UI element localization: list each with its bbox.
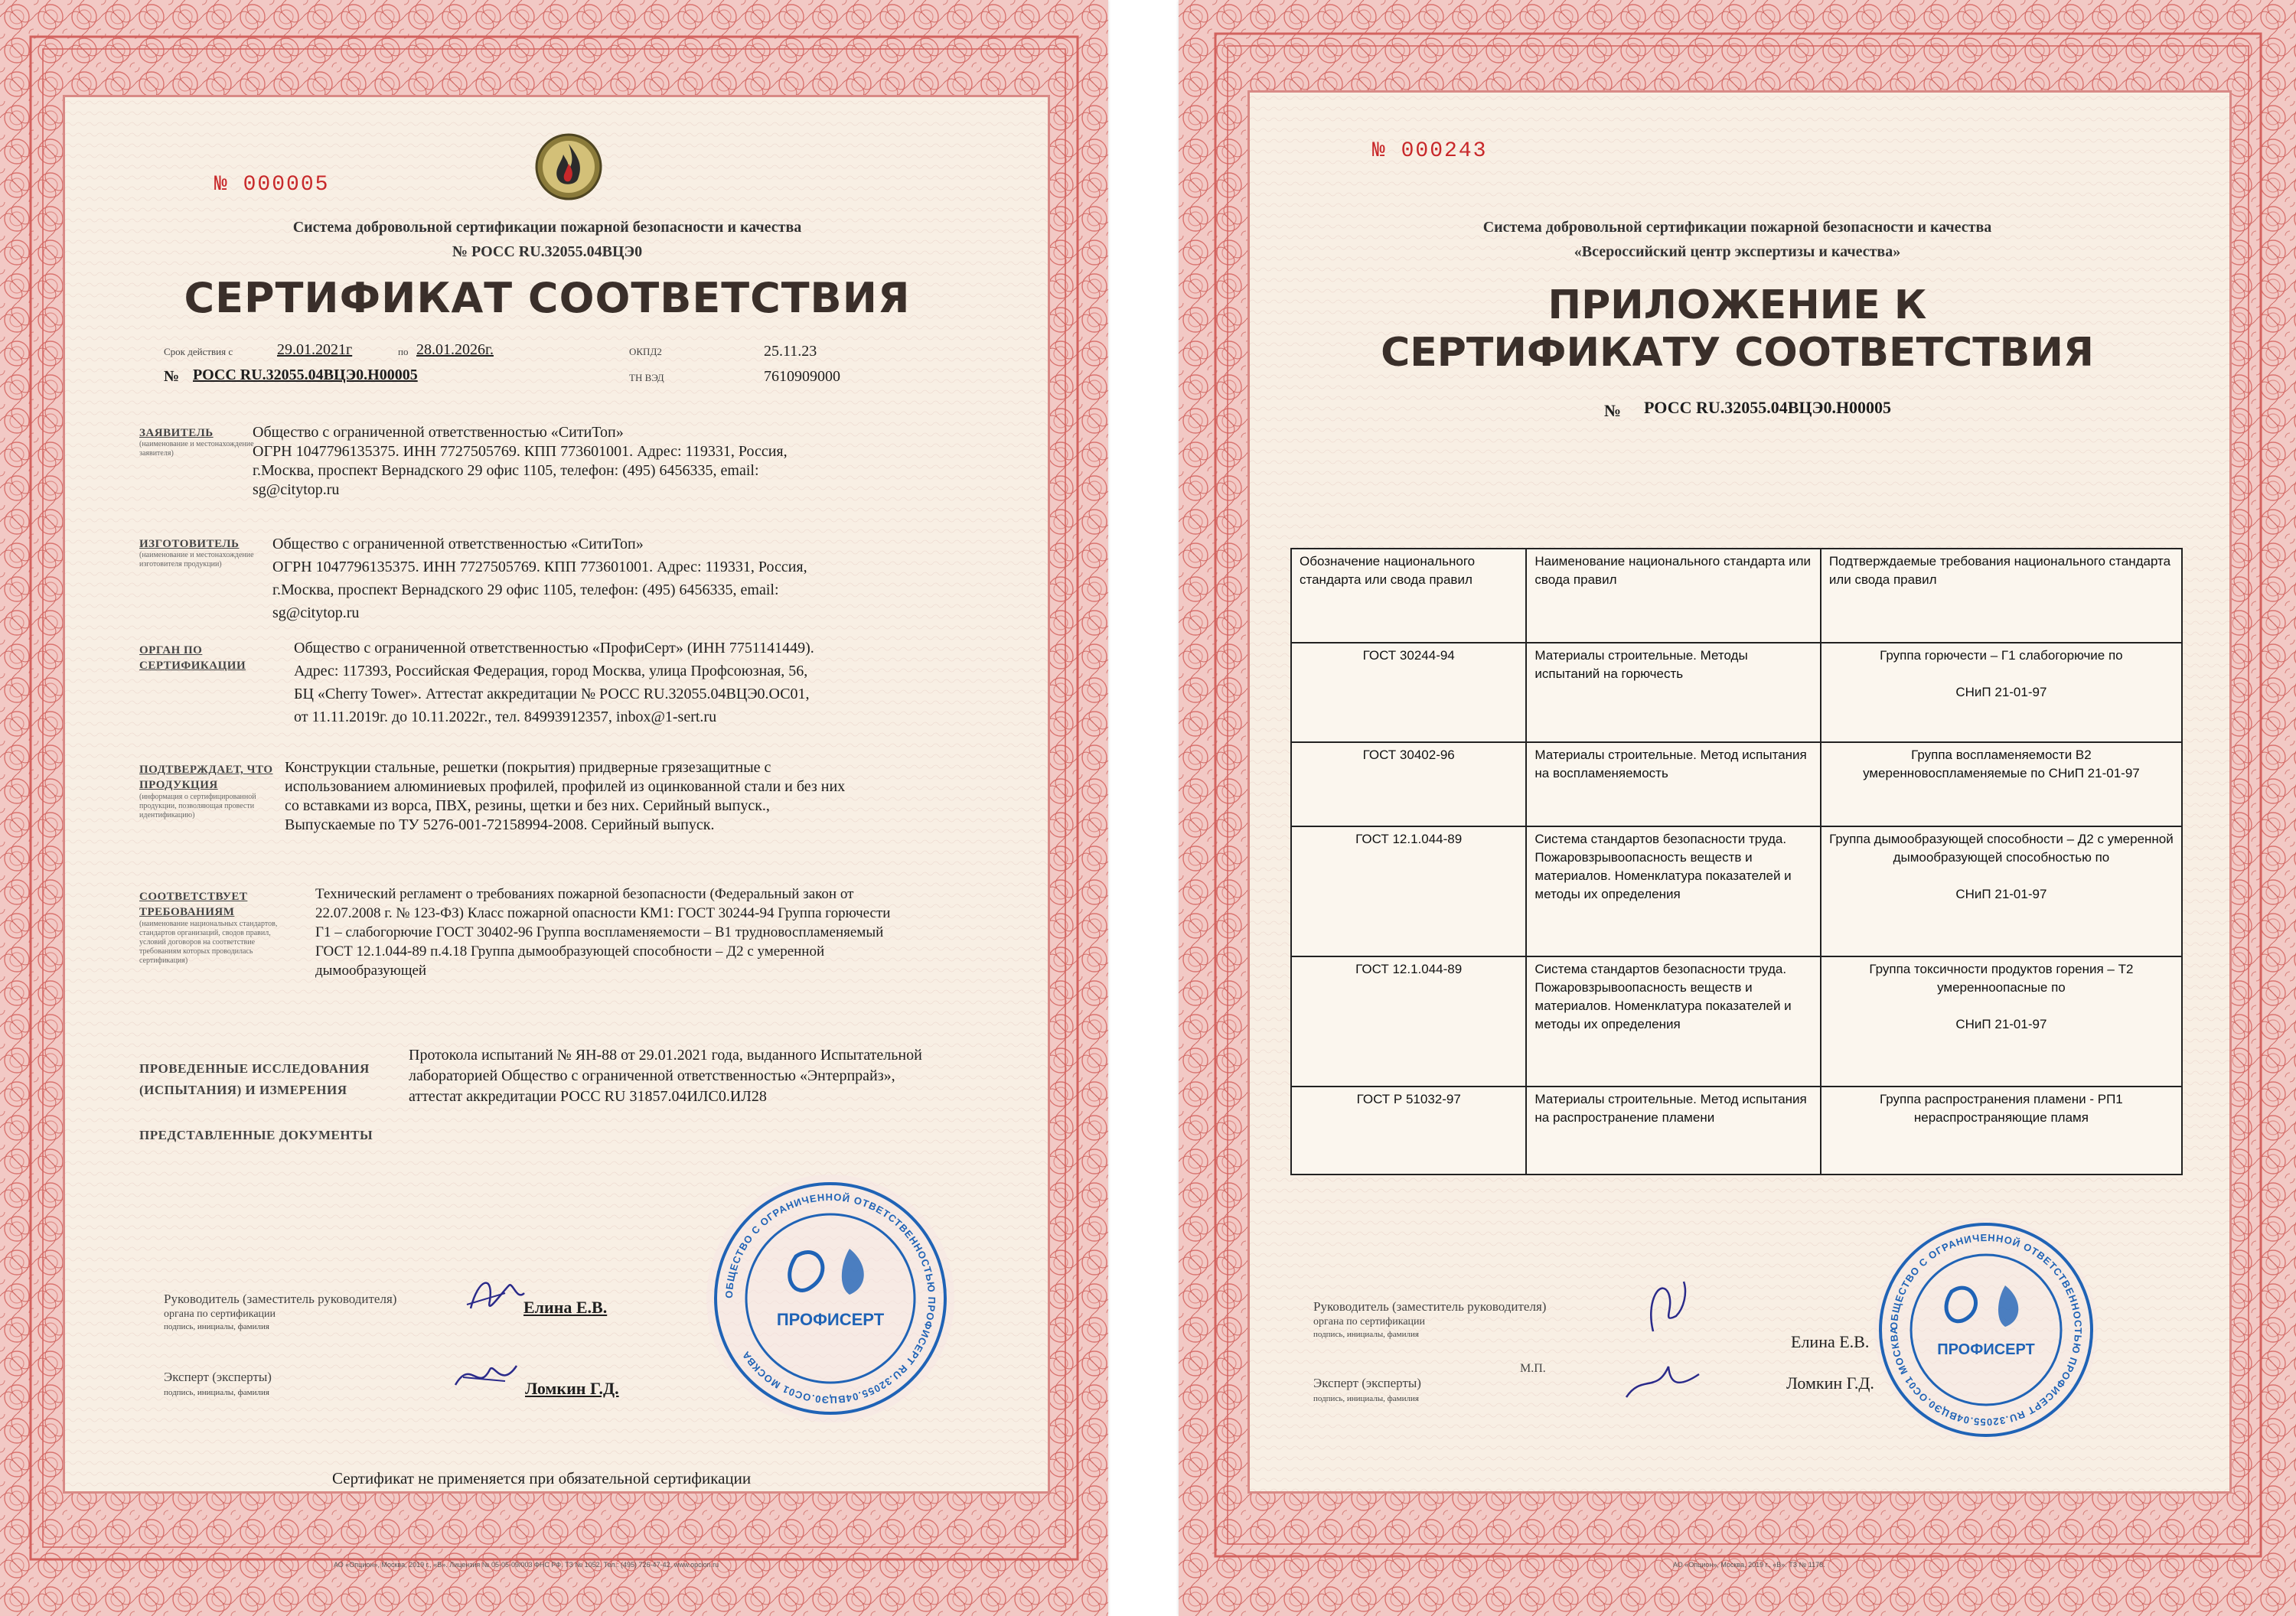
- serial-number: № 000243: [1372, 139, 1488, 163]
- product-text: [285, 758, 1042, 835]
- expert-name: Ломкин Г.Д.: [525, 1379, 619, 1398]
- head-name: Елина Е.В.: [1791, 1332, 1870, 1351]
- standards-table: [1290, 548, 2183, 1175]
- text-line: г.Москва, проспект Вернадского 29 офис 1105, телефон: (495) 6456335, email:: [272, 582, 779, 598]
- table-cell: ГОСТ Р 51032-97: [1291, 1087, 1526, 1175]
- manufacturer-label-block: [139, 538, 269, 569]
- expert-label-2: подпись, инициалы, фамилия: [164, 1388, 269, 1397]
- system-title: Система добровольной сертификации пожарной безопасности и качества: [292, 219, 802, 236]
- system-title: Система добровольной сертификации пожарной безопасности и качества: [1482, 219, 1992, 236]
- number-sign: №: [164, 368, 180, 385]
- page-title: СЕРТИФИКАТ СООТВЕТСТВИЯ: [184, 274, 911, 322]
- text-line: использованием алюминиевых профилей, профилей из оцинкованной стали и без них: [285, 778, 846, 795]
- tests-text: [409, 1045, 1067, 1107]
- table-row: [1291, 956, 2182, 1087]
- applicant-text: [253, 423, 1033, 500]
- requirements-label-block: [139, 889, 292, 966]
- table-cell: ГОСТ 30402-96: [1291, 742, 1526, 826]
- system-subtitle: «Всероссийский центр экспертизы и качества»: [1574, 243, 1901, 260]
- section-label: ОРГАН ПО СЕРТИФИКАЦИИ: [139, 644, 246, 672]
- table-header-row: [1291, 549, 2182, 643]
- head-name: Елина Е.В.: [523, 1298, 608, 1317]
- certificate-number: РОСС RU.32055.04ВЦЭ0.Н00005: [193, 367, 418, 383]
- usage-note: Сертификат не применяется при обязательной сертификации: [332, 1469, 752, 1487]
- head-label-2: органа по сертификации: [1313, 1316, 1426, 1328]
- tnved-label: ТН ВЭД: [629, 372, 664, 383]
- text-line: Выпускаемые по ТУ 5276-001-72158994-2008. Серийный выпуск.: [285, 816, 715, 833]
- section-label: ЗАЯВИТЕЛЬ: [139, 427, 214, 439]
- section-label: ИЗГОТОВИТЕЛЬ: [139, 538, 240, 550]
- certification-body-text: [294, 637, 1044, 728]
- table-cell: ГОСТ 30244-94: [1291, 643, 1526, 742]
- text-line: ГОСТ 12.1.044-89 п.4.18 Группа дымообразующей способности – Д2 с умеренной: [315, 943, 825, 960]
- table-cell: Материалы строительные. Методы испытаний на горючесть: [1526, 643, 1820, 742]
- table-row: [1291, 643, 2182, 742]
- profisert-stamp: [1871, 1215, 2101, 1445]
- table-cell: Система стандартов безопасности труда. Пожаровзрывоопасность веществ и материалов. Номенклатура показателей и методы их определения: [1526, 956, 1820, 1087]
- stamp-center-text: ПРОФИСЕРТ: [776, 1310, 885, 1329]
- text-line: Технический регламент о требованиях пожарной безопасности (Федеральный закон от: [315, 886, 854, 902]
- validity-from: 29.01.2021г: [277, 341, 353, 358]
- section-sublabel: (наименование и местонахождение изготовителя продукции): [139, 551, 254, 569]
- text-line: sg@citytop.ru: [253, 481, 340, 498]
- validity-label: Срок действия с: [164, 346, 233, 357]
- text-line: Протокола испытаний № ЯН-88 от 29.01.2021 года, выданного Испытательной: [409, 1047, 922, 1064]
- head-signature: [1630, 1270, 1699, 1339]
- product-label-block: [139, 762, 277, 820]
- printer-footer: АО «Опцион», Москва, 2019 г., «В». Лицензия № 05-05-09/003 ФНС РФ. ТЗ № 1052. Тел.: (495) 726-47-42, www.opcion.ru: [334, 1561, 719, 1569]
- table-cell: Группа распространения пламени - РП1 нераспространяющие пламя: [1821, 1087, 2182, 1175]
- serial-number: № 000005: [214, 173, 330, 197]
- column-header: Обозначение национального стандарта или свода правил: [1291, 549, 1526, 643]
- okpd-label: ОКПД2: [629, 346, 662, 357]
- head-signature: [463, 1270, 532, 1324]
- tests-label-block: [139, 1058, 400, 1101]
- stamp-ring-text: ОБЩЕСТВО С ОГРАНИЧЕННОЙ ОТВЕТСТВЕННОСТЬЮ ПРОФИСЕРТ RU.32055.04ВЦЭ0.ОС01 МОСКВА: [722, 1191, 938, 1406]
- table-cell: Материалы строительные. Метод испытания на воспламеняемость: [1526, 742, 1820, 826]
- table-cell: Группа токсичности продуктов горения – Т2 умеренноопасные по СНиП 21-01-97: [1821, 956, 2182, 1087]
- text-line: Г1 – слабогорючие ГОСТ 30402-96 Группа воспламеняемости – В1 трудновоспламеняемый: [315, 924, 884, 940]
- system-registration: № РОСС RU.32055.04ВЦЭ0: [452, 243, 643, 260]
- head-label-2: органа по сертификации: [164, 1308, 276, 1320]
- text-line: лабораторией Общество с ограниченной ответственностью «Энтерпрайз»,: [409, 1067, 895, 1084]
- section-sublabel: (наименование и местонахождение заявителя): [139, 440, 254, 458]
- certificate-number: РОСС RU.32055.04ВЦЭ0.Н00005: [1644, 398, 1892, 417]
- fire-emblem-icon: [534, 129, 603, 205]
- table-row: [1291, 826, 2182, 956]
- text-line: аттестат аккредитации РОСС RU 31857.04ИЛС0.ИЛ28: [409, 1088, 767, 1105]
- section-label: СООТВЕТСТВУЕТ ТРЕБОВАНИЯМ: [139, 891, 248, 918]
- printer-footer: АО «Опцион», Москва, 2019 г., «В». ТЗ № 1178.: [1673, 1561, 1825, 1569]
- validity-to: 28.01.2026г.: [416, 341, 494, 358]
- expert-label: Эксперт (эксперты): [164, 1370, 272, 1384]
- validity-to-label: по: [398, 346, 409, 357]
- text-line: ОГРН 1047796135375. ИНН 7727505769. КПП 773601001. Адрес: 119331, Россия,: [272, 559, 807, 575]
- head-label: Руководитель (заместитель руководителя): [164, 1292, 397, 1306]
- table-cell: ГОСТ 12.1.044-89: [1291, 826, 1526, 956]
- text-line: ОГРН 1047796135375. ИНН 7727505769. КПП 773601001. Адрес: 119331, Россия,: [253, 443, 788, 460]
- expert-signature: [1623, 1359, 1707, 1405]
- certification-body-label-block: [139, 643, 277, 673]
- expert-label: Эксперт (эксперты): [1313, 1376, 1421, 1390]
- appendix-page: [1179, 0, 2296, 1616]
- text-line: г.Москва, проспект Вернадского 29 офис 1105, телефон: (495) 6456335, email:: [253, 462, 759, 479]
- text-line: 22.07.2008 г. № 123-ФЗ) Класс пожарной опасности КМ1: ГОСТ 30244-94 Группа горючести: [315, 905, 891, 921]
- table-cell: Группа воспламеняемости В2 умеренновоспламеняемые по СНиП 21-01-97: [1821, 742, 2182, 826]
- seal-place: М.П.: [1520, 1362, 1546, 1375]
- applicant-label-block: [139, 427, 269, 458]
- number-sign: №: [1604, 401, 1622, 420]
- certificate-page: [0, 0, 1108, 1616]
- text-line: Конструкции стальные, решетки (покрытия) придверные грязезащитные с: [285, 759, 771, 776]
- manufacturer-text: [272, 533, 1038, 624]
- head-label-3: подпись, инициалы, фамилия: [164, 1322, 269, 1331]
- text-line: Общество с ограниченной ответственностью «СитиТоп»: [253, 424, 624, 441]
- table-row: [1291, 1087, 2182, 1175]
- table-cell: Группа дымообразующей способности – Д2 с умеренной дымообразующей способностью по СНиП 21-01-97: [1821, 826, 2182, 956]
- column-header: Подтверждаемые требования национального стандарта или свода правил: [1821, 549, 2182, 643]
- table-cell: ГОСТ 12.1.044-89: [1291, 956, 1526, 1087]
- appendix-title-line-1: ПРИЛОЖЕНИЕ К: [1548, 282, 1927, 328]
- text-line: sg@citytop.ru: [272, 604, 360, 621]
- table-row: [1291, 742, 2182, 826]
- table-cell: Группа горючести – Г1 слабогорючие по СНиП 21-01-97: [1821, 643, 2182, 742]
- head-label-3: подпись, инициалы, фамилия: [1313, 1330, 1419, 1339]
- tnved-value: 7610909000: [764, 368, 840, 385]
- text-line: БЦ «Cherry Tower». Аттестат аккредитации № РОСС RU.32055.04ВЦЭ0.ОС01,: [294, 686, 810, 702]
- text-line: дымообразующей: [315, 963, 427, 979]
- text-line: Общество с ограниченной ответственностью «ПрофиСерт» (ИНН 7751141449).: [294, 640, 814, 656]
- profisert-stamp: [704, 1172, 957, 1425]
- documents-label: ПРЕДСТАВЛЕННЫЕ ДОКУМЕНТЫ: [139, 1128, 373, 1142]
- text-line: Общество с ограниченной ответственностью «СитиТоп»: [272, 536, 644, 552]
- okpd-value: 25.11.23: [764, 343, 817, 360]
- text-line: со вставками из ворса, ПВХ, резины, щетки и без них. Серийный выпуск.,: [285, 797, 770, 814]
- requirements-text: [315, 885, 1050, 980]
- head-label: Руководитель (заместитель руководителя): [1313, 1299, 1547, 1314]
- expert-name: Ломкин Г.Д.: [1786, 1373, 1874, 1393]
- stamp-center-text: ПРОФИСЕРТ: [1937, 1341, 2035, 1358]
- appendix-title-line-2: СЕРТИФИКАТУ СООТВЕТСТВИЯ: [1381, 330, 2094, 376]
- text-line: Адрес: 117393, Российская Федерация, город Москва, улица Профсоюзная, 56,: [294, 663, 808, 679]
- section-label: ПОДТВЕРЖДАЕТ, ЧТО ПРОДУКЦИЯ: [139, 764, 273, 791]
- text-line: от 11.11.2019г. до 10.11.2022г., тел. 84993912357, inbox@1-sert.ru: [294, 709, 717, 725]
- section-label: ПРОВЕДЕННЫЕ ИССЛЕДОВАНИЯ (ИСПЫТАНИЯ) И ИЗМЕРЕНИЯ: [139, 1061, 370, 1097]
- expert-signature: [448, 1354, 524, 1400]
- section-sublabel: (информация о сертифицированной продукции, позволяющая провести идентификацию): [139, 793, 256, 819]
- section-sublabel: (наименование национальных стандартов, стандартов организаций, сводов правил, условий договоров на соответствие требованиям которых проводилась сертификация): [139, 920, 278, 965]
- expert-label-2: подпись, инициалы, фамилия: [1313, 1394, 1419, 1403]
- column-header: Наименование национального стандарта или свода правил: [1526, 549, 1820, 643]
- stamp-ring-text: ОБЩЕСТВО С ОГРАНИЧЕННОЙ ОТВЕТСТВЕННОСТЬЮ ПРОФИСЕРТ RU.32055.04ВЦЭ0.ОС01 МОСКВА: [1887, 1231, 2085, 1429]
- table-cell: Материалы строительные. Метод испытания на распространение пламени: [1526, 1087, 1820, 1175]
- table-cell: Система стандартов безопасности труда. Пожаровзрывоопасность веществ и материалов. Номенклатура показателей и методы их определения: [1526, 826, 1820, 956]
